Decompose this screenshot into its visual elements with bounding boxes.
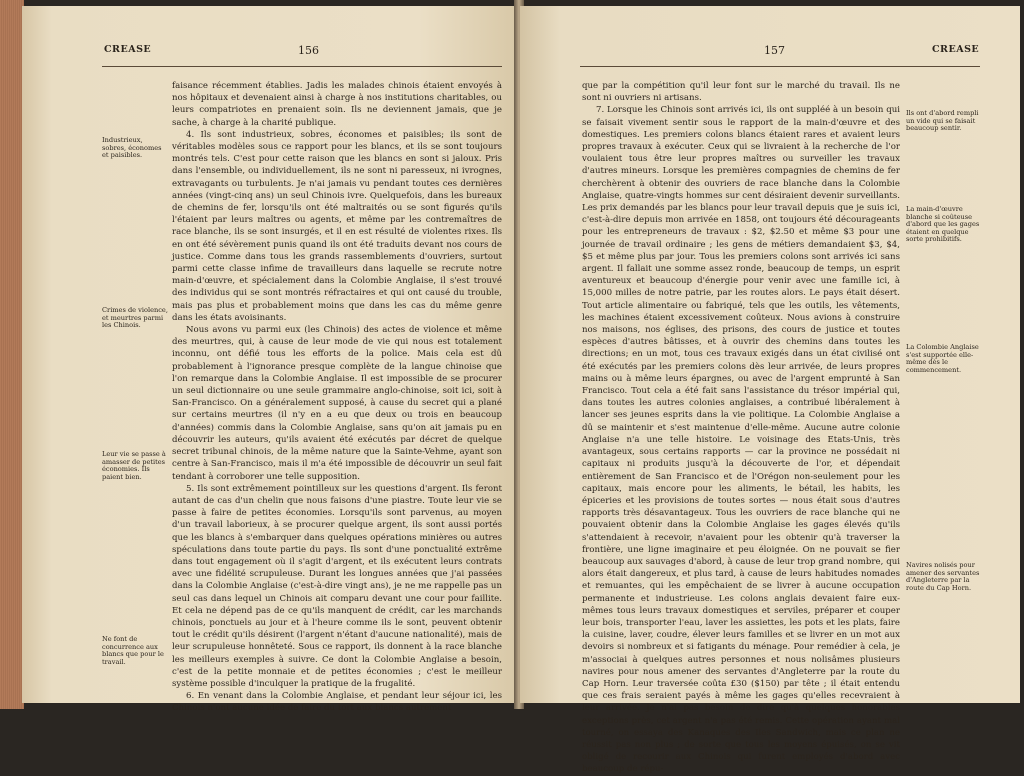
right-page-number: 157 xyxy=(764,44,785,57)
paragraph: 6. En venant dans la Colombie Anglaise, et pendant leur séjour ici, les Chinois n'ont aucune idée de faire du tort aux blancs autrement xyxy=(172,691,502,714)
margin-note: Navires nolisés pour amener des servantes d'Angleterre par la route du Cap Horn. xyxy=(906,561,980,592)
left-page-number: 156 xyxy=(298,44,319,57)
right-header-rule xyxy=(580,66,980,67)
paragraph: 4. Ils sont industrieux, sobres, économes et paisibles; ils sont de véritables modèles sous ce rapport pour les blancs, et ils se sont toujours montrés tels. C'est pour cette raison que les blancs en sont si jaloux. Pris dans l'ensemble, ou individuellement, ils ne sont ni paresseux, ni ivrognes, extravagants ou turbulents. Je n'ai jamais vu pendant toutes ces dernières années (vingt-cinq ans) un seul Chinois ivre. Quelquefois, dans les bureaux de chemins de fer, lorsqu'ils ont été maltraités ou se sont figurés qu'ils l'étaient par leurs maîtres ou agents, et même par les contremaîtres de race blanche, ils se sont insurgés, et il en est résulté de violentes rixes. Ils en ont été sévèrement punis quand ils ont été traduits devant nos cours de justice. Comme dans tous les grands rassemblements d'ouvriers, surtout parmi cette classe infime de travailleurs dans laquelle se recrute notre main-d'œuvre, et spécialement dans la Colombie Anglaise, il s'est trouvé des individus qui se sont montrés réfractaires et qui ont causé du trouble, mais pas plus et probablement moins que dans les cas du même genre dans les états avoisinants. xyxy=(172,129,502,323)
margin-note: Ne font de concurrence aux blancs que pour le travail. xyxy=(102,635,164,666)
margin-note: La Colombie Anglaise s'est supportée elle-même dès le commencement. xyxy=(906,343,979,374)
left-body-text xyxy=(172,80,502,714)
right-page xyxy=(520,6,1020,775)
paragraph: faisance récemment établies. Jadis les malades chinois étaient envoyés à nos hôpitaux et devenaient ainsi à charge à nos institutions charitables, ou leurs compatriotes en prenaient soin. Ils ne deviennent jamais, que je sache, à charge à la charité publique. xyxy=(172,81,502,128)
margin-note: Leur vie se passe à amasser de petites économies. Ils paient bien. xyxy=(102,450,166,481)
paragraph: que par la compétition qu'il leur font sur le marché du travail. Ils ne sont ni ouvriers ni artisans. xyxy=(582,81,900,104)
margin-note: Ils ont d'abord rempli un vide qui se faisait beaucoup sentir. xyxy=(906,109,979,133)
margin-note: La main-d'œuvre blanche si coûteuse d'abord que les gages étaient en quelque sorte prohibitifs. xyxy=(906,205,980,244)
book-page-edges xyxy=(0,0,24,709)
paragraph: Nous avons vu parmi eux (les Chinois) des actes de violence et même des meurtres, qui, à cause de leur mode de vie qui nous est totalement inconnu, ont défié tous les efforts de la police. Mais cela est dû probablement à l'ignorance presque complète de la langue chinoise que l'on remarque dans la Colombie Anglaise. Il est impossible de se procurer un seul dictionnaire ou une seule grammaire anglo-chinoise, soit ici, soit à San-Francisco. On a généralement supposé, à cause du secret qui a plané sur certains meurtres (il n'y en a eu que deux ou trois en beaucoup d'années) commis dans la Colombie Anglaise, sans qu'on ait jamais pu en découvrir les auteurs, qu'ils avaient été exécutés par décret de quelque secret tribunal chinois, de la même nature que la Sainte-Vehme, ayant son centre à San-Francisco, mais il m'a été impossible de découvrir un seul fait tendant à corroborer une telle supposition. xyxy=(172,325,502,482)
margin-note: Crimes de violence, et meurtres parmi les Chinois. xyxy=(102,306,168,330)
paragraph: 7. Lorsque les Chinois sont arrivés ici, ils ont suppléé à un besoin qui se faisait vivement sentir sous le rapport de la main-d'œuvre et des domestiques. Les premiers colons blancs étaient rares et avaient leurs propres travaux à exécuter. Ceux qui se livraient à la recherche de l'or voulaient tous être leur propres maîtres ou surveiller les travaux d'autres mineurs. Lorsque les premières compagnies de chemins de fer cherchèrent à obtenir des ouvriers de race blanche dans la Colombie Anglaise, quatre-vingts hommes sur cent désiraient devenir surveillants. Les prix demandés par les blancs pour leur travail depuis que je suis ici, c'est-à-dire depuis mon arrivée en 1858, ont toujours été décourageants pour les entrepreneurs de travaux : $2, $2.50 et même $3 pour une journée de travail ordinaire ; les gens de métiers demandaient $3, $4, $5 et même plus par jour. Tous les premiers colons sont arrivés ici sans argent. Il fallait une somme assez ronde, beaucoup de temps, un esprit aventureux et beaucoup d'énergie pour venir avec une famille ici, à 15,000 milles de notre patrie, par les routes alors. Le pays était désert. Tout article alimentaire ou fabriqué, tels que les outils, les vêtements, les machines étaient excessivement coûteux. Nous avions à construire nos maisons, nos églises, des prisons, des cours de justice et toutes espèces d'autres bâtisses, et à ouvrir des chemins dans toutes les directions; en un mot, tous ces travaux exigés dans un état civilisé ont été exécutés par les premiers colons dès leur arrivée, de leurs propres mains ou à même leurs épargnes, ou avec de l'argent emprunté à San Francisco. Tout cela a été fait sans l'assistance du trésor impérial qui, dans toutes les autres colonies anglaises, a contribué libéralement à lancer ses jeunes esprits dans la vie politique. La Colombie Anglaise a dû se maintenir et s'est maintenue d'elle-même. Aucune autre colonie Anglaise n'a une telle histoire. Le voisinage des Etats-Unis, très avantageux, sous certains rapports — car la province ne possédait ni capitaux ni produits jusqu'à la découverte de l'or, et dépendait entièrement de San Francisco et de l'Orégon non-seulement pour les capitaux, mais encore pour les aliments, le bétail, les habits, les épiceries et les provisions de toutes sortes — nous était sous d'autres rapports très désavantageux. Tous les ouvriers de race blanche qui ne pouvaient obtenir dans la Colombie Anglaise les gages élevés qu'ils s'attendaient à recevoir, n'avaient pour les obtenir qu'à traverser la frontière, une ligne imaginaire et peu éloignée. On ne pouvait se fier beaucoup aux sauvages d'abord, à cause de leur trop grand nombre, qui alors était dangereux, et plus tard, à cause de leurs habitudes nomades et remuantes, qui les empêchaient de se livrer à aucune occupation permanente et industrieuse. Les colons anglais devaient faire eux-mêmes tous leurs travaux domestiques et serviles, préparer et couper leur bois, transporter l'eau, laver les assiettes, les pots et les plats, faire la cuisine, laver, coudre, élever leurs familles et se livrer en un mot aux devoirs si nombreux et si fatigants du ménage. Pour remédier à cela, je m'associai à quelques autres personnes et nous nolisâmes plusieurs navires pour nous amener des servantes d'Angleterre par la route du Cap Horn. Leur traversée coûta £30 ($150) par tête ; il était entendu que ces frais seraient payés à même les gages qu'elles recevraient à leur arrivée. Je n'ai pas besoin de dire qu'à quelques honorables exceptions près, cet argent n'a pas été remis. Cette opération ayant mal tourné, on essaya des Kanaques des Iles Sandwich, mais ce plan ne réussit pas non plus ; de sorte que tous les moyens épuisés, on se vit obligé de recourir aux Chinois qui furent employés d'abord avec beaucoup de répu- xyxy=(582,105,900,775)
right-running-head: CREASE xyxy=(932,44,980,55)
margin-note: Industrieux, sobres, économes et paisibles. xyxy=(102,136,162,160)
paragraph: 5. Ils sont extrêmement pointilleux sur les questions d'argent. Ils feront autant de cas d'un chelin que nous faisons d'une piastre. Toute leur vie se passe à faire de petites économies. Lorsqu'ils sont parvenus, au moyen d'un travail laborieux, à se procurer quelque argent, ils sont aussi portés que les blancs à s'embarquer dans quelques opérations minières ou autres spéculations dans toute partie du pays. Ils sont d'une ponctualité extrême dans tout engagement où il s'agit d'argent, et ils exécutent leurs contrats avec une fidélité scrupuleuse. Durant les longues années que j'ai passées dans la Colombie Anglaise (c'est-à-dire vingt ans), je ne me rappelle pas un seul cas dans lequel un Chinois ait comparu devant une cour pour faillite. Et cela ne dépend pas de ce qu'ils manquent de crédit, car les marchands chinois, ponctuels au jour et à l'heure comme ils le sont, peuvent obtenir tout le crédit qu'ils désirent (l'argent n'étant d'aucune nationalité), mais de leur scrupuleuse honnêteté. Sous ce rapport, ils donnent à la race blanche les meilleurs exemples à suivre. Ce dont la Colombie Anglaise a besoin, c'est de la petite monnaie et de petites économies ; c'est le meilleur système possible d'inculquer la pratique de la frugalité. xyxy=(172,483,502,689)
right-body-text xyxy=(582,80,900,775)
left-running-head: CREASE xyxy=(104,44,152,55)
left-page xyxy=(22,6,518,714)
left-header-rule xyxy=(102,66,502,67)
